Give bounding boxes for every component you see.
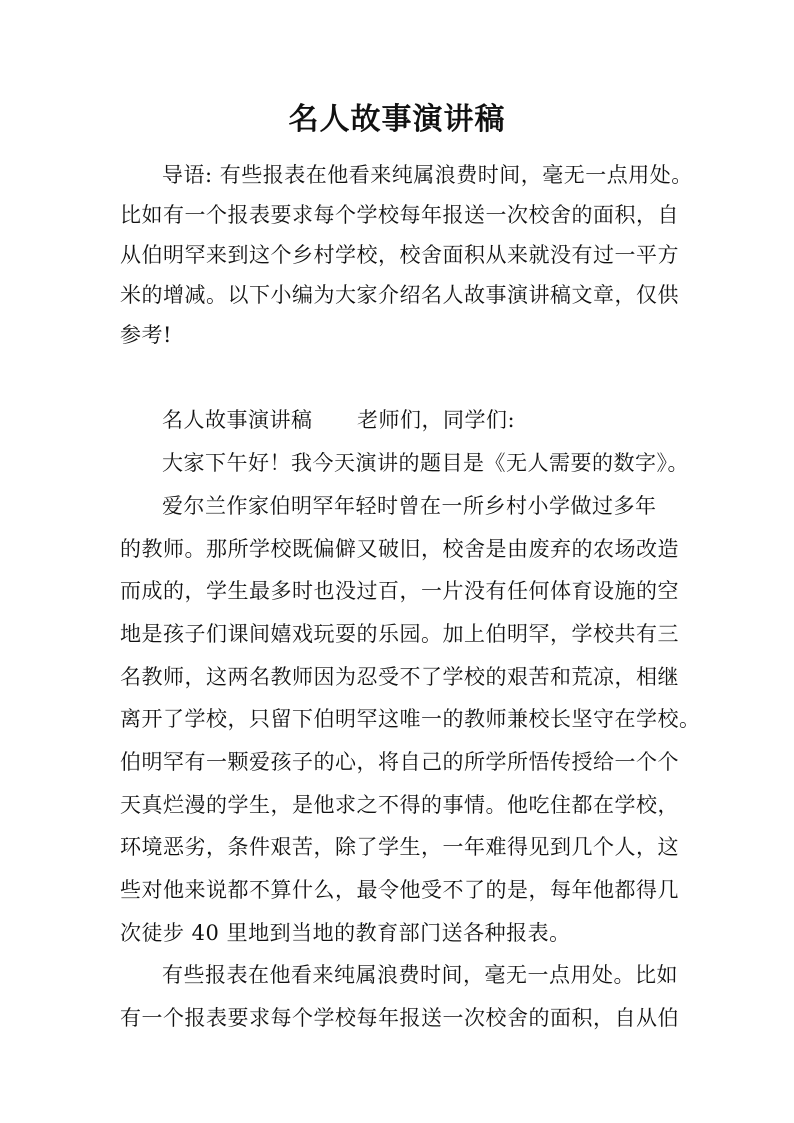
section-heading: 名人故事演讲稿 (162, 408, 313, 432)
document-page: 名人故事演讲稿 导语: 有些报表在他看来纯属浪费时间，毫无一点用处。 比如有一个报表要求每个学校每年报送一次校舍的面积，自 从伯明罕来到这个乡村学校，校舍面积从来就没有过一平方 米的增减。以下小编为大家介绍名人故事演讲稿文章，仅供 参考! 名人故事演讲稿 老师们，同学们: 大家下午好！我今天演讲的题目是《无人需要的数字》。 爱尔兰作家伯明罕年轻时曾在一所乡村小学做过多年 的教师。那所学校既偏僻又破旧，校舍是由废弃的农场改造 而成的，学生最多时也没过百，一片没有任何体育设施的空 地是孩子们课间嬉戏玩耍的乐园。加上伯明罕，学校共有三 名教师，这两名教师因为忍受不了学校的艰苦和荒凉，相继 离开了学校，只留下伯明罕这唯一的教师兼校长坚守在学校。 伯明罕有一颗爱孩子的心，将自己的所学所悟传授给一个个 天真烂漫的学生，是他求之不得的事情。他吃住都在学校， 环境恶劣，条件艰苦，除了学生，一年难得见到几个人，这 些对他来说都不算什么，最令他受不了的是，每年他都得几 次徒步 40 里地到当地的教育部门送各种报表。 有些报表在他看来纯属浪费时间，毫无一点用处。比如 有一个报表要求每个学校每年报送一次校舍的面积，自从伯 (0, 0, 794, 1123)
salutation: 老师们，同学们: (357, 408, 516, 432)
document-title: 名人故事演讲稿 (288, 102, 506, 137)
